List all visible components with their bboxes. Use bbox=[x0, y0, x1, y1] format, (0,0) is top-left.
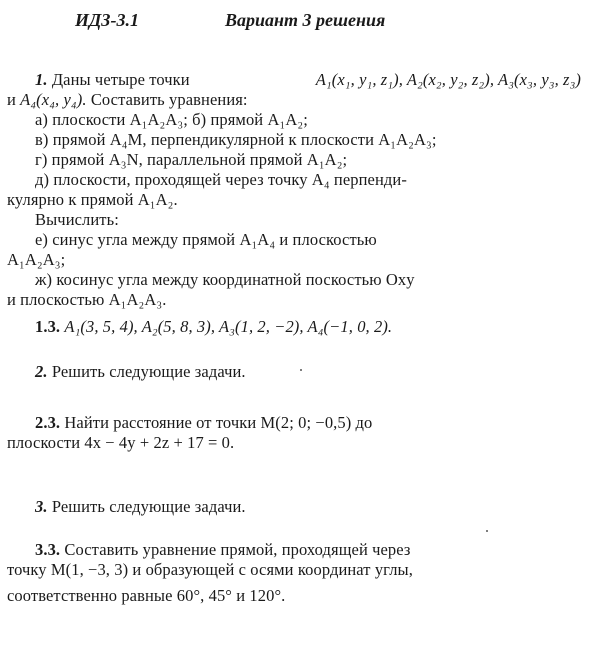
task-1-3-number: 1.3. bbox=[35, 317, 61, 336]
task-1-calc-label: Вычислить: bbox=[35, 210, 119, 229]
scan-speck bbox=[486, 530, 488, 532]
task-2-3 bbox=[7, 413, 581, 453]
variant-title: Вариант 3 решения bbox=[225, 10, 386, 30]
task-1-line-1 bbox=[7, 70, 581, 90]
task-3-3-line-3: соответственно равные 60°, 45° и 120°. bbox=[7, 586, 286, 605]
task-3 bbox=[7, 497, 581, 517]
task-3-3-line-2: точку M(1, −3, 3) и образующей с осями координат углы, bbox=[7, 560, 413, 579]
task-1-item-d-line-2: кулярно к прямой A₁A₂. bbox=[7, 190, 178, 209]
task-2-3-line-1: Найти расстояние от точки M(2; 0; −0,5) до bbox=[64, 413, 373, 432]
task-1 bbox=[7, 70, 581, 310]
task-3-3-number: 3.3. bbox=[35, 540, 61, 559]
document-header bbox=[0, 10, 591, 34]
task-1-number: 1. bbox=[35, 70, 48, 89]
task-2-3-number: 2.3. bbox=[35, 413, 61, 432]
task-1-intro: Даны четыре точки bbox=[51, 70, 190, 89]
task-3-number: 3. bbox=[35, 497, 48, 516]
task-3-3 bbox=[7, 540, 581, 606]
task-1-points-a1-a3: A₁(x₁, y₁, z₁), A₂(x₂, y₂, z₂), A₃(x₃, y₃, z₃) bbox=[315, 70, 581, 89]
task-3-3-line-1: Составить уравнение прямой, проходящей через bbox=[64, 540, 411, 559]
task-1-line-2: и A₄(x₄, y₄). Составить уравнения: bbox=[7, 90, 248, 109]
task-1-3 bbox=[7, 317, 581, 337]
task-2-number: 2. bbox=[35, 362, 48, 381]
task-1-item-e-line-2: A₁A₂A₃; bbox=[7, 250, 66, 269]
task-1-point-a4: A₄(x₄, y₄). bbox=[20, 90, 87, 109]
task-1-item-b: в) прямой A₄M, перпендикулярной к плоскости A₁A₂A₃; bbox=[35, 130, 437, 149]
task-1-item-e-line-1: е) синус угла между прямой A₁A₄ и плоскостью bbox=[35, 230, 377, 249]
task-1-item-c: г) прямой A₃N, параллельной прямой A₁A₂; bbox=[35, 150, 348, 169]
scan-speck bbox=[300, 369, 302, 371]
task-1-3-points: A₁(3, 5, 4), A₂(5, 8, 3), A₃(1, 2, −2), A₄(−1, 0, 2). bbox=[64, 317, 393, 336]
task-1-item-a: а) плоскости A₁A₂A₃; б) прямой A₁A₂; bbox=[35, 110, 308, 129]
task-1-item-f-line-2: и плоскостью A₁A₂A₃. bbox=[7, 290, 167, 309]
assignment-code: ИДЗ-3.1 bbox=[75, 10, 139, 30]
task-2 bbox=[7, 362, 581, 382]
task-3-text: Решить следующие задачи. bbox=[51, 497, 246, 516]
task-1-item-d-line-1: д) плоскости, проходящей через точку A₄ перпенди- bbox=[35, 170, 407, 189]
task-2-text: Решить следующие задачи. bbox=[51, 362, 246, 381]
task-2-3-line-2: плоскости 4x − 4y + 2z + 17 = 0. bbox=[7, 433, 235, 452]
task-1-item-f-line-1: ж) косинус угла между координатной поскостью Oxy bbox=[35, 270, 415, 289]
